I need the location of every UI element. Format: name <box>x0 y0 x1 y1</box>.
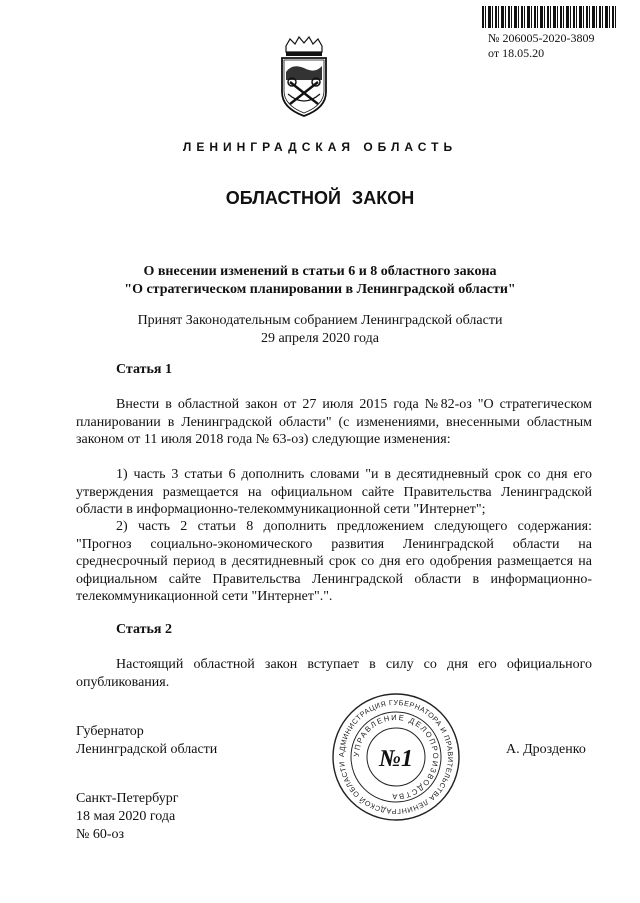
article-2-heading: Статья 2 <box>116 622 172 637</box>
footer-date: 18 мая 2020 года <box>76 809 176 824</box>
document-type: ОБЛАСТНОЙ ЗАКОН <box>225 188 415 208</box>
footer-law-number: № 60-оз <box>76 827 125 842</box>
registration-date: от 18.05.20 <box>488 46 545 60</box>
law-title-line2: "О стратегическом планировании в Ленинградской области" <box>124 282 516 297</box>
stamp-outer-text: АДМИНИСТРАЦИЯ ГУБЕРНАТОРА И ПРАВИТЕЛЬСТВА ЛЕНИНГРАДСКОЙ ОБЛАСТИ <box>336 697 456 817</box>
article-2-text: Настоящий областной закон вступает в силу со дня его официального опубликования. <box>76 657 592 690</box>
registration-block <box>488 31 594 61</box>
region-title: ЛЕНИНГРАДСКАЯ ОБЛАСТЬ <box>182 140 458 154</box>
adoption-note <box>60 312 580 348</box>
signature-position-2: Ленинградской области <box>76 742 218 757</box>
barcode <box>482 6 618 28</box>
stamp-number: №1 <box>379 746 413 772</box>
article-1-intro: Внести в областной закон от 27 июля 2015 года №82-оз "О стратегическом планировании в Ленинградской области" (с изменениями, внесенными областным законом от 11 июля 2018 года № 63-оз) следующие изменения: <box>76 397 592 447</box>
article-1-item-1: 1) часть 3 статьи 6 дополнить словами "и в десятидневный срок со дня его утверждения размещается на официальном сайте Правительства Ленинградской области в информационно-телекоммуникационной сети "Интернет"; <box>76 467 592 517</box>
article-1-heading: Статья 1 <box>116 362 172 377</box>
coat-of-arms-emblem <box>278 36 330 118</box>
signature-position-1: Губернатор <box>76 724 144 739</box>
law-title <box>60 263 580 299</box>
signatory-name: А. Дрозденко <box>506 742 586 757</box>
adoption-date: 29 апреля 2020 года <box>261 331 379 346</box>
official-stamp <box>331 692 461 822</box>
law-title-line1: О внесении изменений в статьи 6 и 8 областного закона <box>143 264 497 279</box>
article-1-item-2: 2) часть 2 статьи 8 дополнить предложением следующего содержания: "Прогноз социально-экономического развития Ленинградской области на среднесрочный период в десятидневный срок со дня его одобрения размещается на официальном сайте Правительства Ленинградской области в информационно-телекоммуникационной сети "Интернет".". <box>76 519 592 604</box>
adoption-line1: Принят Законодательным собранием Ленинградской области <box>137 313 503 328</box>
stamp-inner-text: УПРАВЛЕНИЕ ДЕЛОПРОИЗВОДСТВА <box>351 712 441 802</box>
registration-number: № 206005-2020-3809 <box>488 31 595 45</box>
footer-city: Санкт-Петербург <box>76 791 179 806</box>
